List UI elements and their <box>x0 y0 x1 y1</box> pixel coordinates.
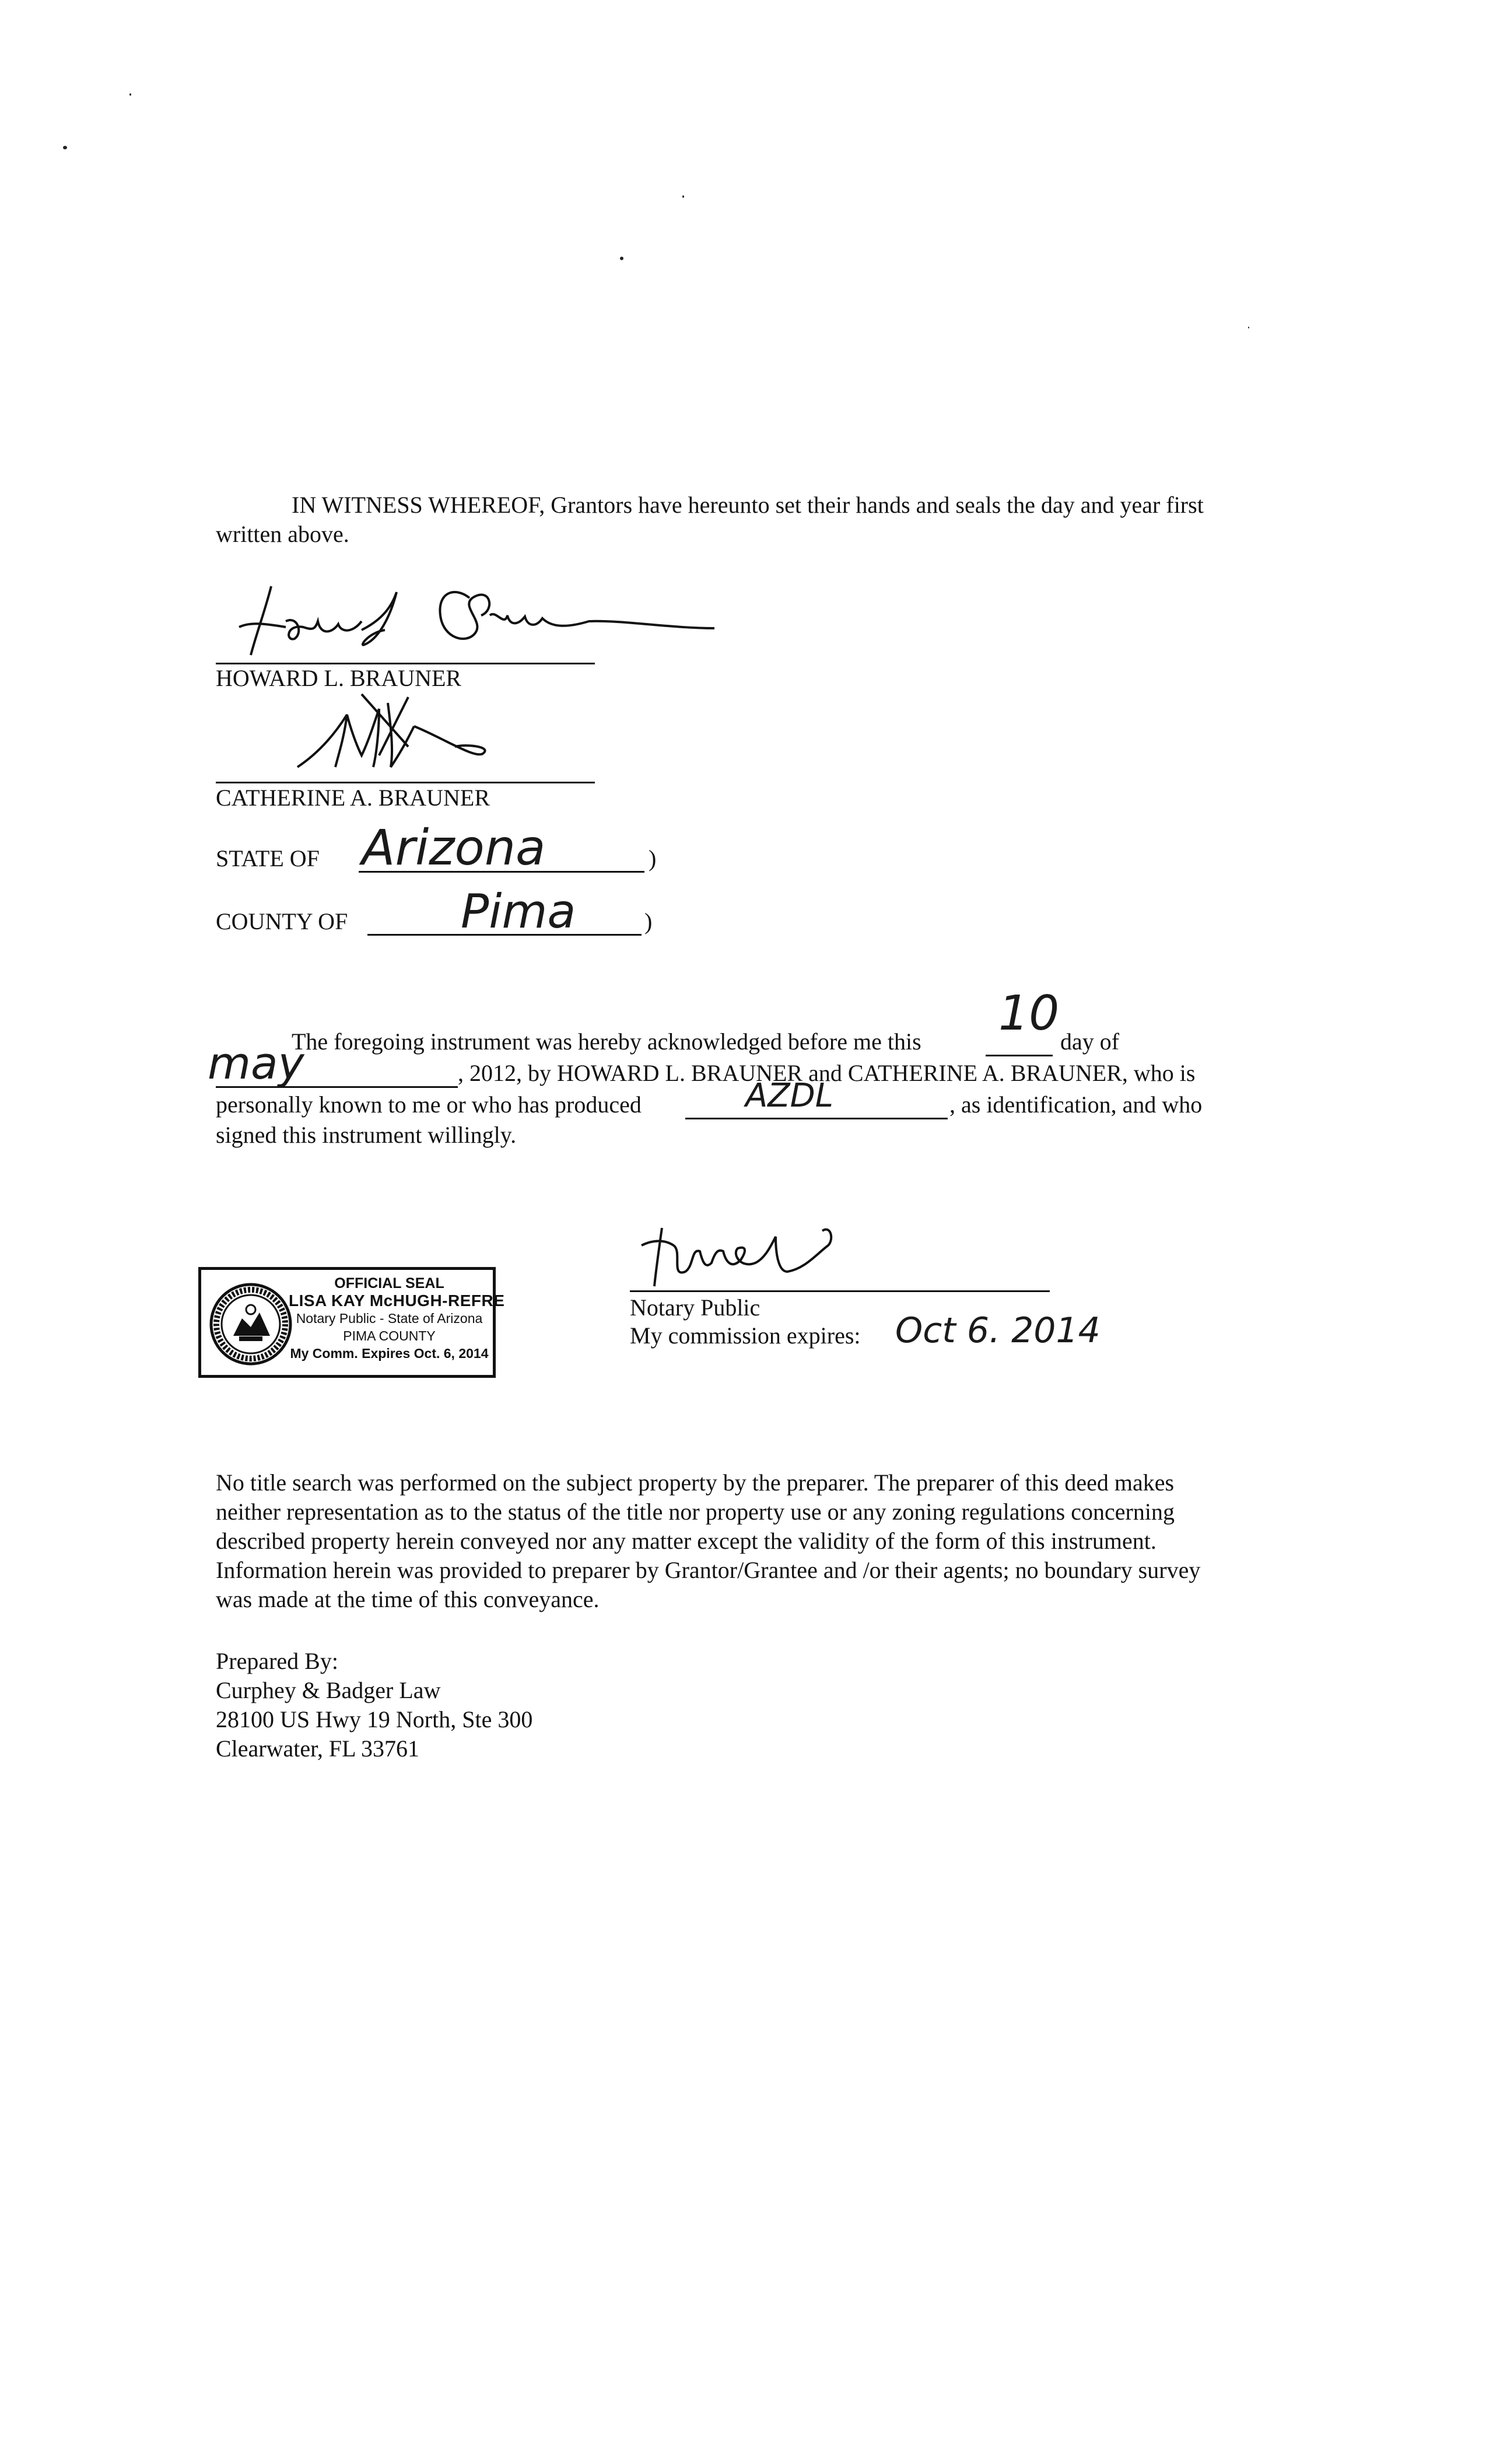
scan-speck <box>129 93 131 96</box>
signature-notary <box>630 1213 875 1289</box>
notary-commission-label: My commission expires: <box>630 1322 861 1349</box>
state-line <box>359 871 644 873</box>
notary-seal-stamp <box>198 1267 505 1378</box>
prepared-by-label: Prepared By: <box>216 1648 338 1674</box>
ack-id-line <box>685 1118 948 1119</box>
seal-expires: My Comm. Expires Oct. 6, 2014 <box>290 1346 489 1361</box>
prepared-by-block <box>216 1647 1312 1763</box>
notary-label: Notary Public <box>630 1294 760 1321</box>
ack-line-4: signed this instrument willingly. <box>216 1122 517 1148</box>
signer-name-howard: HOWARD L. BRAUNER <box>216 665 462 691</box>
ack-day-handwritten: 10 <box>998 986 1060 1041</box>
arizona-state-seal-icon <box>207 1280 295 1368</box>
county-label: COUNTY OF <box>216 908 348 935</box>
signature-howard <box>216 575 723 662</box>
ack-line-3b: , as identification, and who <box>949 1091 1203 1118</box>
seal-notary-name: LISA KAY McHUGH-REFRE <box>289 1292 505 1310</box>
disclaimer-line: was made at the time of this conveyance. <box>216 1586 600 1612</box>
signature-line-notary <box>630 1290 1050 1292</box>
signature-catherine <box>292 691 537 779</box>
ack-line-1b: day of <box>1060 1028 1120 1055</box>
ack-month-handwritten: may <box>208 1037 304 1089</box>
seal-county: PIMA COUNTY <box>343 1328 436 1343</box>
scan-speck <box>63 146 67 149</box>
county-value-handwritten: Pima <box>461 884 576 939</box>
witness-line-2: written above. <box>216 521 349 547</box>
disclaimer-line: described property herein conveyed nor any matter except the validity of the form of this instrument. <box>216 1528 1156 1554</box>
witness-line-1: IN WITNESS WHEREOF, Grantors have hereunto set their hands and seals the day and year first <box>292 492 1204 518</box>
disclaimer-paragraph <box>216 1468 1312 1614</box>
scan-speck <box>1248 327 1249 328</box>
notary-commission-value-handwritten: Oct 6. 2014 <box>895 1310 1101 1351</box>
state-paren: ) <box>649 845 657 872</box>
state-value-handwritten: Arizona <box>362 819 546 876</box>
seal-title: OFFICIAL SEAL <box>334 1275 444 1292</box>
state-label: STATE OF <box>216 845 320 872</box>
disclaimer-line: Information herein was provided to preparer by Grantor/Grantee and /or their agents; no boundary survey <box>216 1557 1201 1583</box>
scan-speck <box>620 257 623 260</box>
ack-month-line <box>216 1086 458 1088</box>
county-paren: ) <box>644 908 653 935</box>
signer-name-catherine: CATHERINE A. BRAUNER <box>216 785 490 811</box>
disclaimer-line: neither representation as to the status of the title nor property use or any zoning regulations concerning <box>216 1499 1175 1525</box>
ack-line-1a: The foregoing instrument was hereby acknowledged before me this <box>292 1028 921 1055</box>
county-line <box>367 934 642 936</box>
disclaimer-line: No title search was performed on the subject property by the preparer. The preparer of this deed makes <box>216 1469 1175 1496</box>
prepared-by-address-2: Clearwater, FL 33761 <box>216 1735 420 1762</box>
prepared-by-address-1: 28100 US Hwy 19 North, Ste 300 <box>216 1706 533 1732</box>
ack-line-3a: personally known to me or who has produced <box>216 1091 642 1118</box>
seal-role: Notary Public - State of Arizona <box>296 1311 483 1326</box>
prepared-by-firm: Curphey & Badger Law <box>216 1677 441 1703</box>
scan-speck <box>682 195 684 198</box>
ack-id-handwritten: AZDL <box>745 1077 833 1115</box>
ack-day-line <box>986 1055 1053 1056</box>
ack-line-2: , 2012, by HOWARD L. BRAUNER and CATHERINE A. BRAUNER, who is <box>458 1060 1196 1086</box>
